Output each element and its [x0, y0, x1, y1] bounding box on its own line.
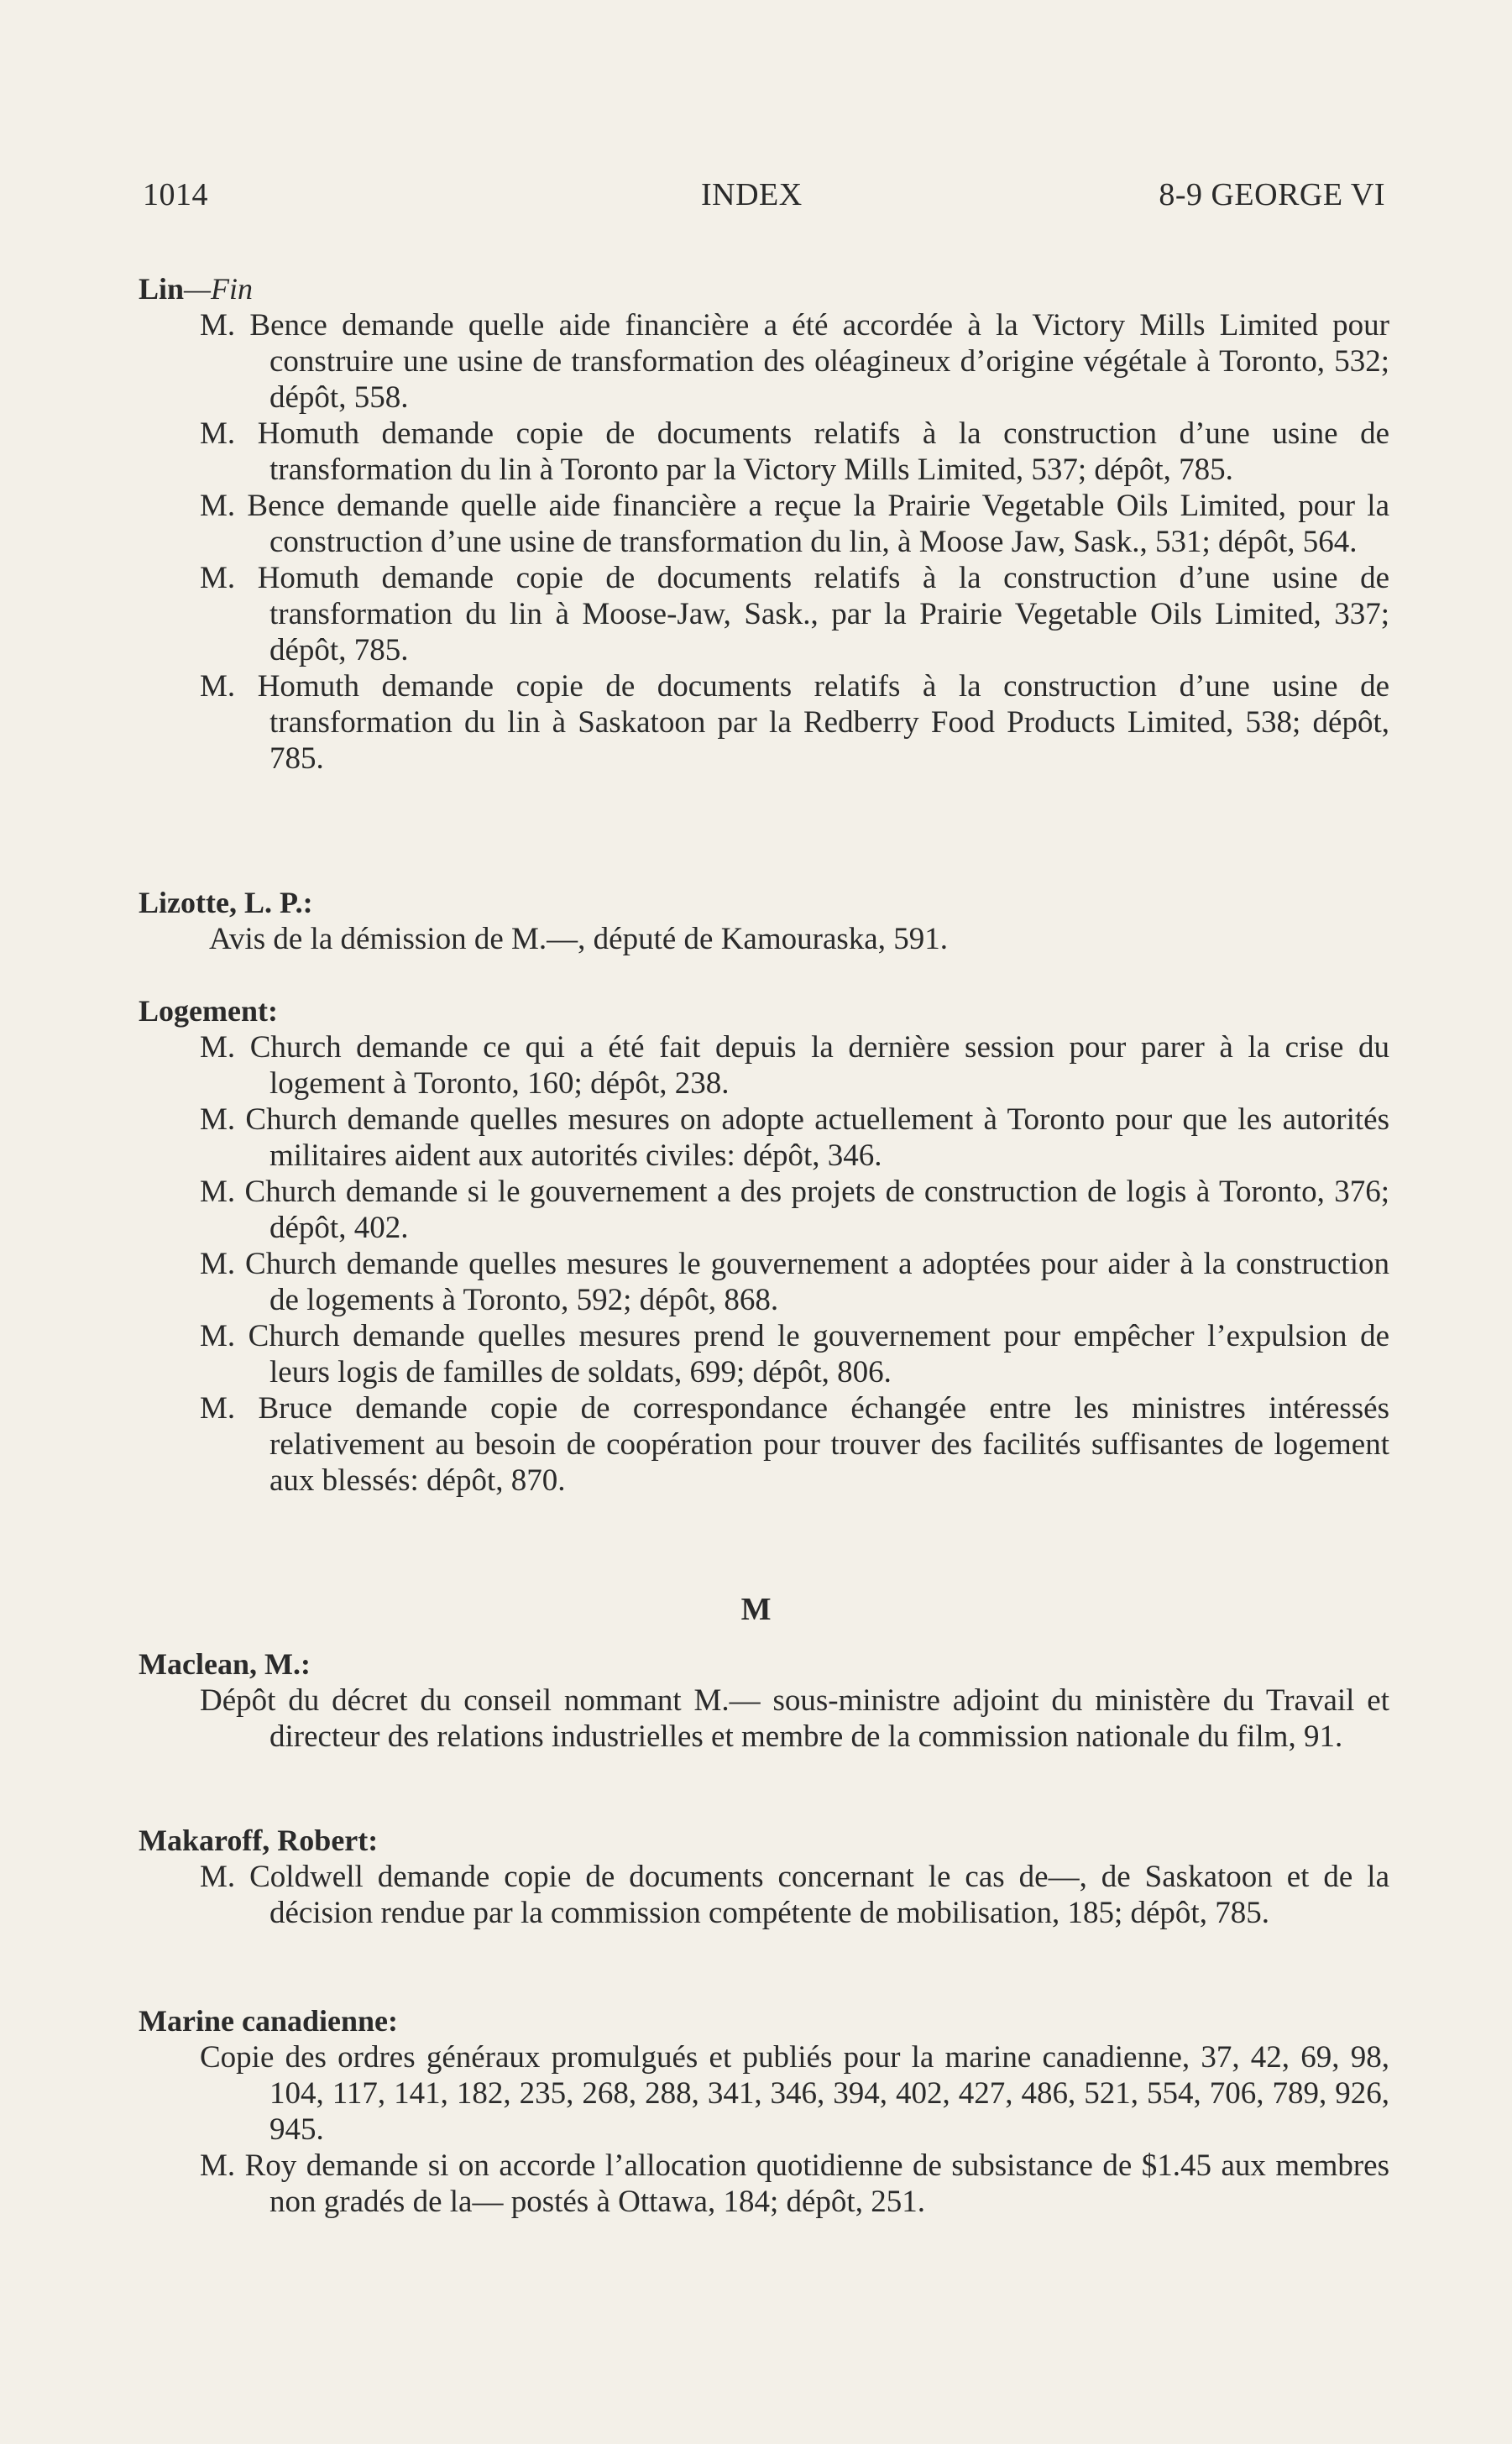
entry-heading: Makaroff, Robert: [139, 1824, 379, 1857]
sub-entry: M. Church demande quelles mesures le gouvernement a adoptées pour aider à la construction de logements à Toronto, 592; dépôt, 868. [200, 1247, 1389, 1317]
index-entry-lizotte [139, 884, 1389, 957]
index-entry-marine-canadienne [139, 2002, 1389, 2220]
index-entry-lin [139, 270, 1389, 777]
entry-heading: Lin—Fin [139, 272, 254, 306]
sub-entry: Copie des ordres généraux promulgués et publiés pour la marine canadienne, 37, 42, 69, 98, 104, 117, 141, 182, 235, 268, 288, 341, 346, 394, 402, 427, 486, 521, 554, 706, 789, 926, 945. [200, 2040, 1389, 2147]
header-volume: 8-9 GEORGE VI [1159, 177, 1385, 212]
sub-entry: M. Bence demande quelle aide financière a reçue la Prairie Vegetable Oils Limited, pour la construction d’une usine de transformation du lin, à Moose Jaw, Sask., 531; dépôt, 564. [200, 489, 1389, 559]
sub-entry: M. Church demande si le gouvernement a des projets de construction de logis à Toronto, 376; dépôt, 402. [200, 1175, 1389, 1245]
index-entry-maclean [139, 1646, 1389, 1755]
index-entry-makaroff [139, 1822, 1389, 1931]
sub-entry: Dépôt du décret du conseil nommant M.— sous-ministre adjoint du ministère du Travail et directeur des relations industrielles et membre de la commission nationale du film, 91. [200, 1683, 1389, 1754]
sub-entry: M. Church demande quelles mesures on adopte actuellement à Toronto pour que les autorités militaires aident aux autorités civiles: dépôt, 346. [200, 1102, 1389, 1173]
entry-heading: Lizotte, L. P.: [139, 886, 313, 919]
section-letter: M [740, 1592, 772, 1627]
entry-heading: Logement: [139, 994, 278, 1028]
sub-entry: M. Homuth demande copie de documents relatifs à la construction d’une usine de transformation du lin à Saskatoon par la Redberry Food Products Limited, 538; dépôt, 785. [200, 669, 1389, 776]
sub-entry: M. Bruce demande copie de correspondance échangée entre les ministres intéressés relativement au besoin de coopération pour trouver des facilités suffisantes de logement aux blessés: dépôt, 870. [200, 1391, 1389, 1498]
sub-entry: M. Church demande ce qui a été fait depuis la dernière session pour parer à la crise du logement à Toronto, 160; dépôt, 238. [200, 1030, 1389, 1101]
running-header [143, 176, 1385, 227]
sub-entry: Avis de la démission de M.—, député de Kamouraska, 591. [209, 922, 948, 956]
sub-entry: M. Church demande quelles mesures prend le gouvernement pour empêcher l’expulsion de leurs logis de familles de soldats, 699; dépôt, 806. [200, 1319, 1389, 1389]
sub-entry: M. Homuth demande copie de documents relatifs à la construction d’une usine de transformation du lin à Toronto par la Victory Mills Limited, 537; dépôt, 785. [200, 416, 1389, 487]
sub-entry: M. Coldwell demande copie de documents concernant le cas de—, de Saskatoon et de la décision rendue par la commission compétente de mobilisation, 185; dépôt, 785. [200, 1860, 1389, 1930]
entry-heading: Maclean, M.: [139, 1647, 311, 1681]
index-entry-logement [139, 992, 1389, 1499]
header-title: INDEX [701, 177, 803, 212]
sub-entry: M. Homuth demande copie de documents relatifs à la construction d’une usine de transformation du lin à Moose-Jaw, Sask., par la Prairie Vegetable Oils Limited, 337; dépôt, 785. [200, 561, 1389, 667]
sub-entry: M. Roy demande si on accorde l’allocation quotidienne de subsistance de $1.45 aux membres non gradés de la— postés à Ottawa, 184; dépôt, 251. [200, 2148, 1389, 2219]
entry-heading-suffix: —Fin [184, 272, 254, 306]
sub-entry: M. Bence demande quelle aide financière a été accordée à la Victory Mills Limited pour construire une usine de transformation des oléagineux d’origine végétale à Toronto, 532; dépôt, 558. [200, 308, 1389, 415]
page-number: 1014 [143, 177, 208, 212]
entry-heading: Marine canadienne: [139, 2004, 398, 2038]
